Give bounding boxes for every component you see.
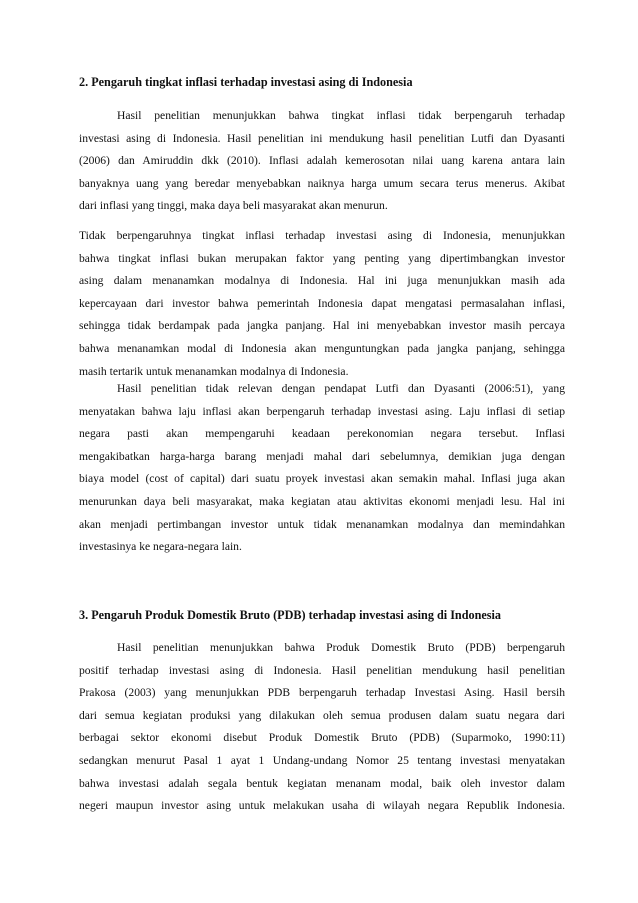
text-line: sehingga tidak berdampak pada jangka panjang. Hal ini menyebabkan investor masih percaya	[79, 319, 565, 333]
text-line: Hasil penelitian tidak relevan dengan pendapat Lutfi dan Dyasanti (2006:51), yang	[117, 382, 565, 395]
section-heading-pdb: 3. Pengaruh Produk Domestik Bruto (PDB) terhadap investasi asing di Indonesia	[79, 608, 501, 622]
text-line: kepercayaan dari investor bahwa pemerintah Indonesia dapat mengatasi permasalahan inflasi,	[79, 296, 565, 310]
text-line: menurunkan daya beli masyarakat, maka kegiatan atau aktivitas ekonomi menjadi lesu. Hal ini	[79, 494, 565, 508]
text-line: menyatakan bahwa laju inflasi akan berpengaruh terhadap investasi asing. Laju inflasi di setiap	[79, 404, 565, 418]
text-line: dari inflasi yang tinggi, maka daya beli masyarakat akan menurun.	[79, 199, 388, 213]
text-line: negara pasti akan mempengaruhi keadaan perekonomian negara tersebut. Inflasi	[79, 427, 565, 441]
text-line: Hasil penelitian menunjukkan bahwa Produk Domestik Bruto (PDB) berpengaruh	[117, 641, 565, 654]
text-line: Hasil penelitian menunjukkan bahwa tingkat inflasi tidak berpengaruh terhadap	[117, 109, 565, 122]
text-line: bahwa investasi adalah segala bentuk kegiatan menanam modal, baik oleh investor dalam	[79, 776, 565, 790]
text-line: negeri maupun investor asing untuk melakukan usaha di wilayah negara Republik Indonesia.	[79, 799, 565, 813]
text-line: bahwa menanamkan modal di Indonesia akan menguntungkan pada jangka panjang, sehingga	[79, 341, 565, 355]
paragraph-inflasi-3	[79, 378, 565, 559]
text-line: dari semua kegiatan produksi yang dilakukan oleh semua produsen dalam suatu negara dari	[79, 708, 565, 722]
text-line: mengakibatkan harga-harga barang menjadi mahal dari sebelumnya, demikian juga dengan	[79, 449, 565, 463]
text-line: Prakosa (2003) yang menunjukkan PDB berpengaruh terhadap Investasi Asing. Hasil bersih	[79, 686, 565, 700]
text-line: biaya model (cost of capital) dari suatu proyek investasi akan semakin mahal. Inflasi juga akan	[79, 472, 565, 486]
text-line: investasi asing di Indonesia. Hasil penelitian ini mendukung hasil penelitian Lutfi dan Dyasanti	[79, 131, 565, 145]
text-line: banyaknya uang yang beredar menyebabkan naiknya harga umum secara terus menerus. Akibat	[79, 176, 565, 190]
paragraph-inflasi-2	[79, 225, 565, 383]
text-line: asing dalam menanamkan modalnya di Indonesia. Hal ini juga menunjukkan masih ada	[79, 274, 565, 288]
text-line: positif terhadap investasi asing di Indonesia. Hasil penelitian mendukung hasil penelitian	[79, 663, 565, 677]
paragraph-inflasi-1	[79, 105, 565, 218]
text-line: Tidak berpengaruhnya tingkat inflasi terhadap investasi asing di Indonesia, menunjukkan	[79, 229, 565, 242]
text-line: akan menjadi pertimbangan investor untuk tidak menanamkan modalnya dan memindahkan	[79, 517, 565, 531]
paragraph-pdb-1	[79, 637, 565, 818]
text-line: masih tertarik untuk menanamkan modalnya di Indonesia.	[79, 364, 349, 378]
text-line: bahwa tingkat inflasi bukan merupakan faktor yang penting yang dipertimbangkan investor	[79, 251, 565, 265]
text-line: sedangkan menurut Pasal 1 ayat 1 Undang-undang Nomor 25 tentang investasi menyatakan	[79, 753, 565, 767]
text-line: berbagai sektor ekonomi disebut Produk Domestik Bruto (PDB) (Suparmoko, 1990:11)	[79, 731, 565, 745]
text-line: investasinya ke negara-negara lain.	[79, 540, 242, 554]
text-line: (2006) dan Amiruddin dkk (2010). Inflasi adalah kemerosotan nilai uang karena antara lain	[79, 154, 565, 168]
section-heading-inflasi: 2. Pengaruh tingkat inflasi terhadap investasi asing di Indonesia	[79, 75, 413, 89]
